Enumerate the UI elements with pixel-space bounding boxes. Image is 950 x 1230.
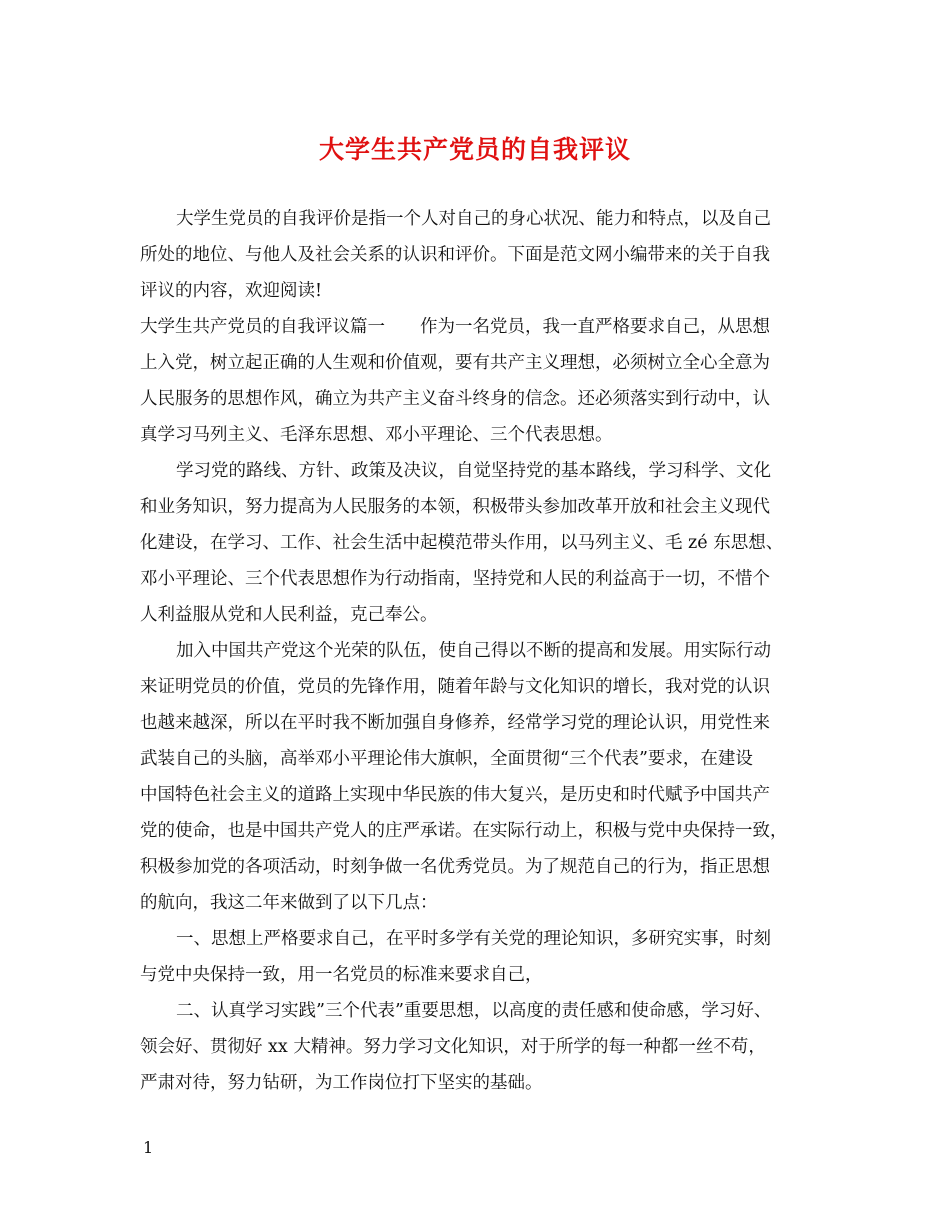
body-line: 真学习马列主义、毛泽东思想、邓小平理论、三个代表思想。 [140, 425, 613, 445]
body-line: 加入中国共产党这个光荣的队伍，使自己得以不断的提高和发展。用实际行动 [176, 641, 771, 661]
page-number: 1 [143, 1138, 154, 1157]
body-line: 人利益服从党和人民利益，克己奉公。 [140, 605, 438, 625]
body-line: 领会好、贯彻好 xx 大精神。努力学习文化知识，对于所学的每一种都一丝不苟， [140, 1037, 766, 1057]
body-line: 学习党的路线、方针、政策及决议，自觉坚持党的基本路线，学习科学、文化 [176, 461, 771, 481]
body-line: 所处的地位、与他人及社会关系的认识和评价。下面是范文网小编带来的关于自我 [140, 245, 770, 265]
body-line: 来证明党员的价值，党员的先锋作用，随着年龄与文化知识的增长，我对党的认识 [140, 677, 770, 697]
body-line: 也越来越深，所以在平时我不断加强自身修养，经常学习党的理论认识，用党性来 [140, 713, 770, 733]
document-title: 大学生共产党员的自我评议 [318, 135, 631, 164]
body-line: 人民服务的思想作风，确立为共产主义奋斗终身的信念。还必须落实到行动中，认 [140, 389, 770, 409]
body-line: 和业务知识，努力提高为人民服务的本领，积极带头参加改革开放和社会主义现代 [140, 497, 770, 517]
body-line: 的航向，我这二年来做到了以下几点： [140, 893, 438, 913]
body-line: 大学生党员的自我评价是指一个人对自己的身心状况、能力和特点，以及自己 [176, 209, 771, 229]
body-line: 党的使命，也是中国共产党人的庄严承诺。在实际行动上，积极与党中央保持一致， [140, 821, 788, 841]
body-line: 一、思想上严格要求自己，在平时多学有关党的理论知识，多研究实事，时刻 [176, 929, 771, 949]
body-line: 评议的内容，欢迎阅读! [140, 281, 323, 301]
body-line: 上入党，树立起正确的人生观和价值观，要有共产主义理想，必须树立全心全意为 [140, 353, 770, 373]
body-line: 二、认真学习实践”三个代表”重要思想，以高度的责任感和使命感，学习好、 [176, 1001, 772, 1021]
body-line: 积极参加党的各项活动，时刻争做一名优秀党员。为了规范自己的行为，指正思想 [140, 857, 770, 877]
body-line: 与党中央保持一致，用一名党员的标准来要求自己， [140, 965, 543, 985]
body-line: 邓小平理论、三个代表思想作为行动指南，坚持党和人民的利益高于一切，不惜个 [140, 569, 770, 589]
body-line: 化建设，在学习、工作、社会生活中起模范带头作用，以马列主义、毛 zé 东思想、 [140, 533, 784, 553]
body-line: 中国特色社会主义的道路上实现中华民族的伟大复兴，是历史和时代赋予中国共产 [140, 785, 770, 805]
body-line: 武装自己的头脑，高举邓小平理论伟大旗帜，全面贯彻“三个代表”要求，在建设 [140, 749, 753, 769]
body-line: 大学生共产党员的自我评议篇一 作为一名党员，我一直严格要求自己，从思想 [140, 317, 770, 337]
body-line: 严肃对待，努力钻研，为工作岗位打下坚实的基础。 [140, 1073, 543, 1093]
